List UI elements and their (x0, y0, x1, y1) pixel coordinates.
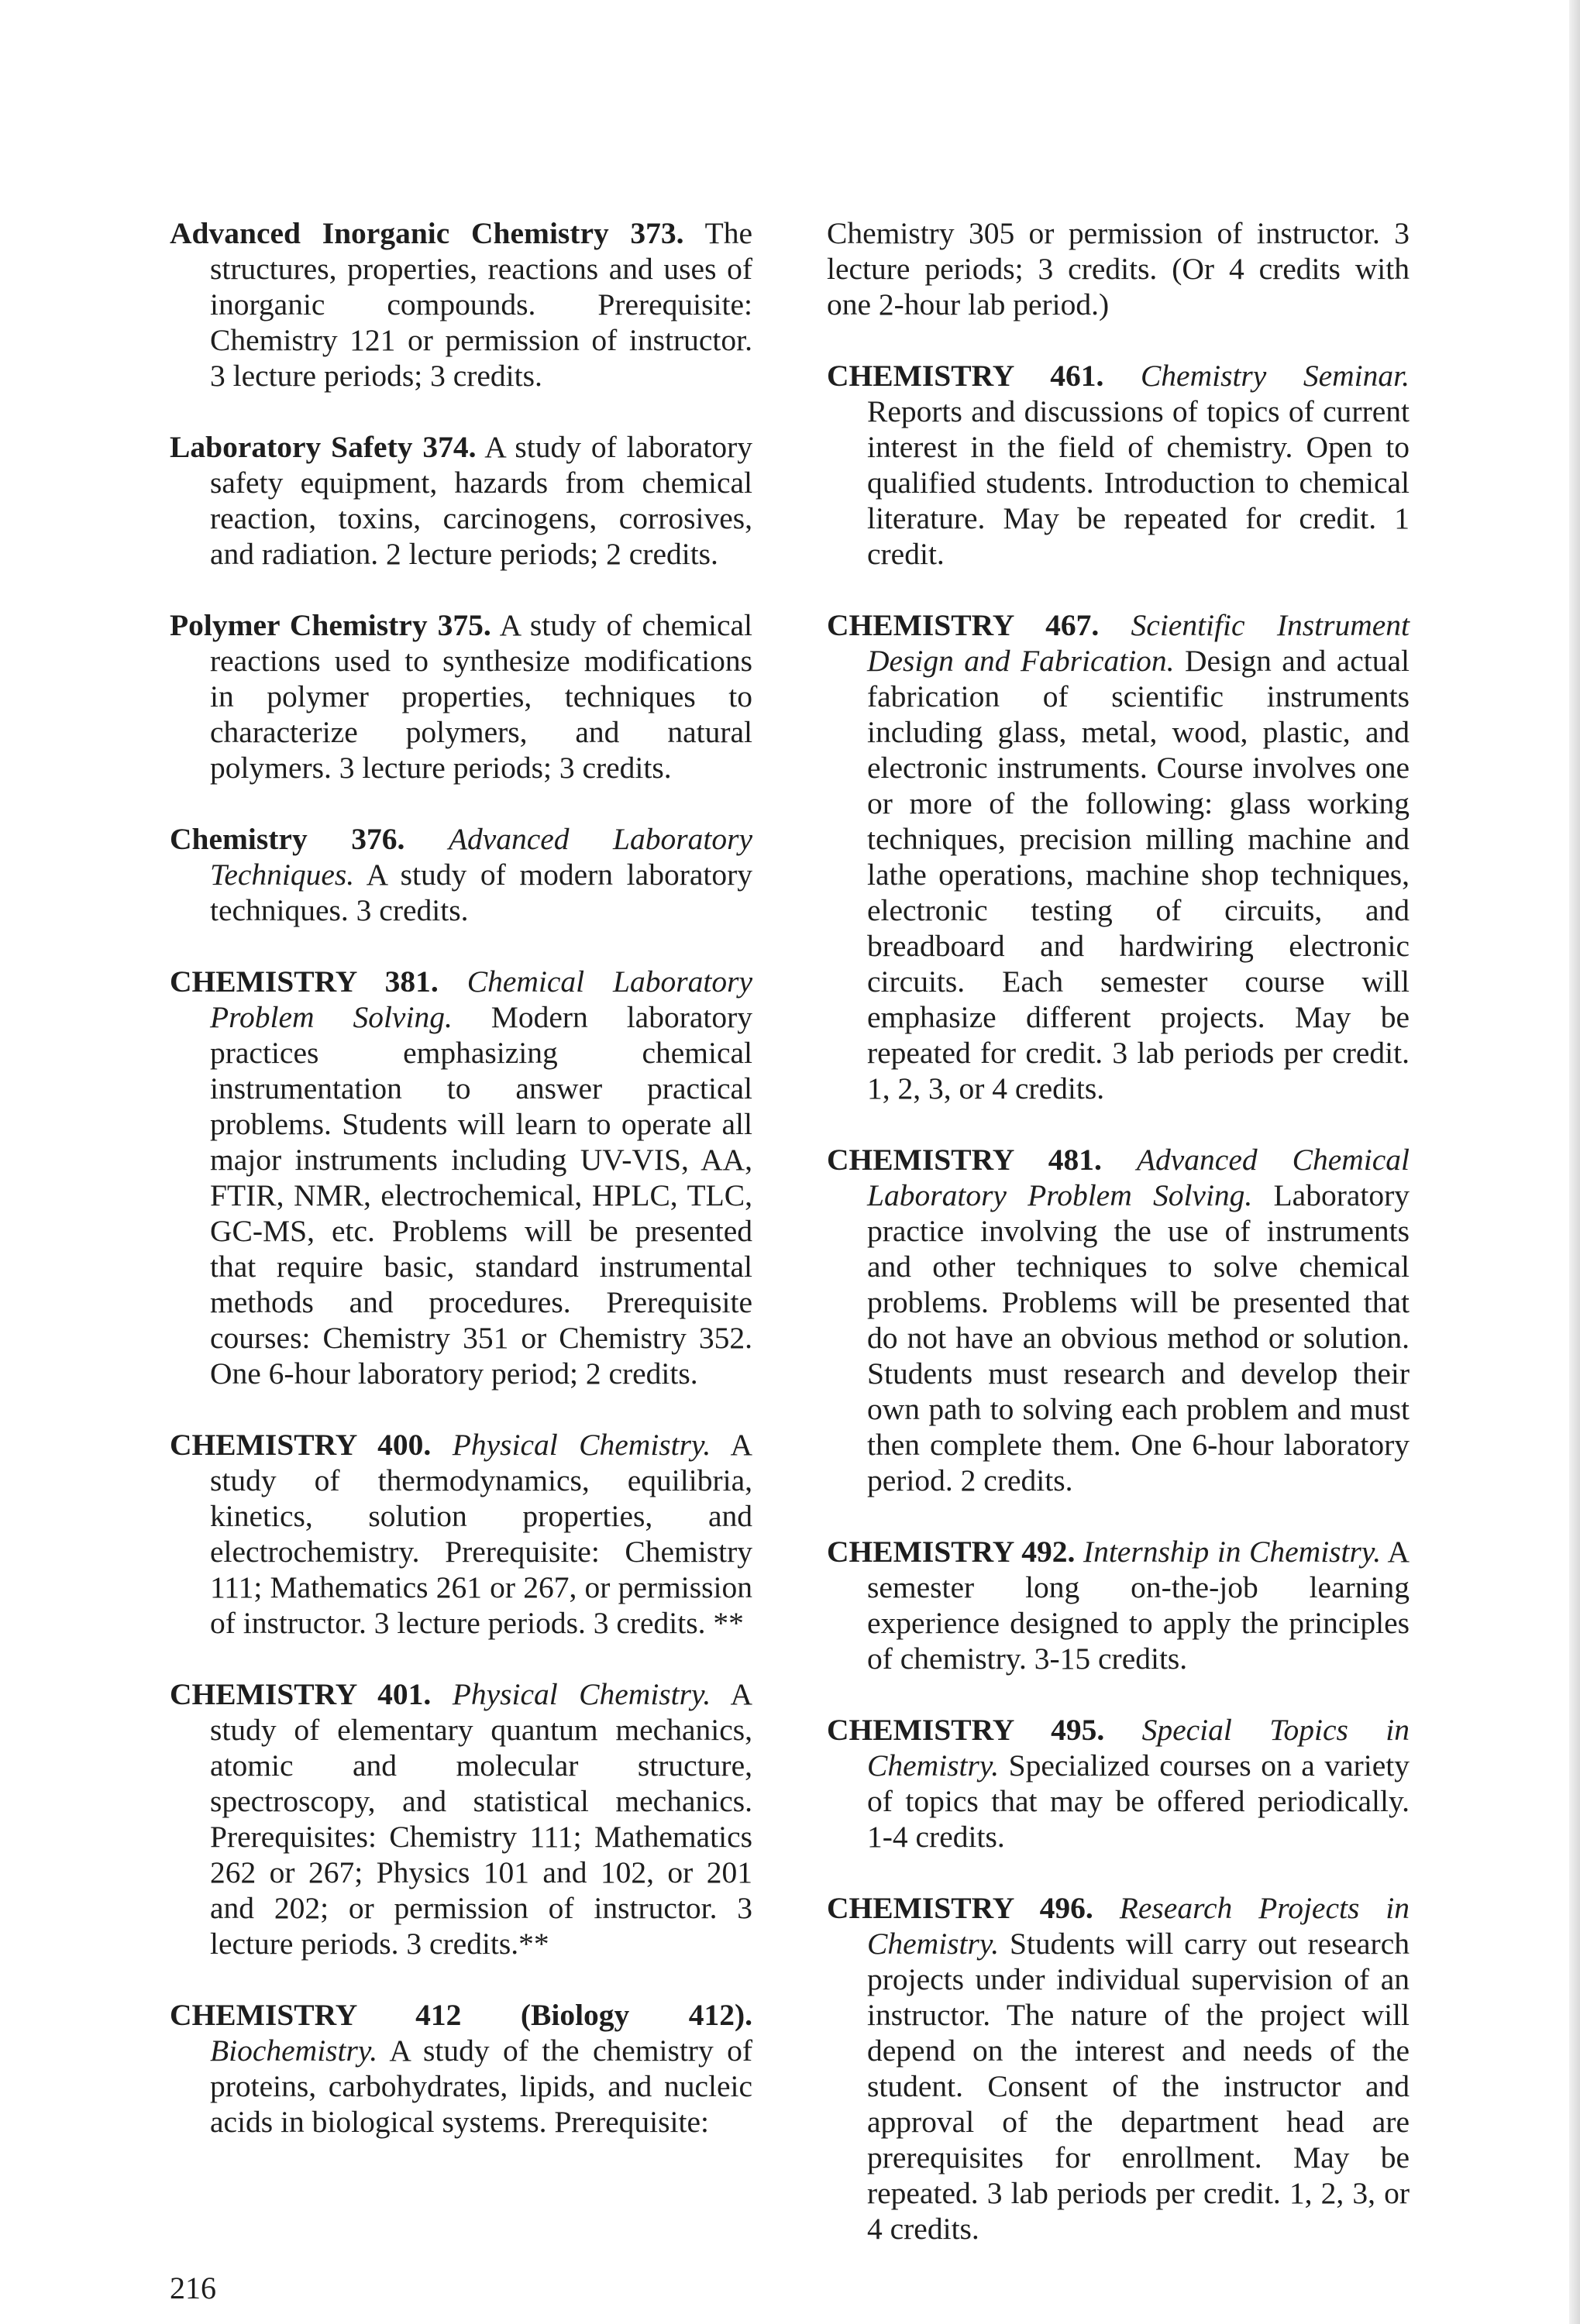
course-description: Specialized courses on a variety of topics that may be offered periodically. 1-4 credits. (867, 1748, 1410, 1854)
course-title: Chemistry 376. (170, 822, 405, 856)
course-description: Laboratory practice involving the use of instruments and other techniques to solve chemical problems. Problems will be presented that do not have an obvious method or solution. Students must research and develop their own path to solving each problem and must then complete them. One 6-hour laboratory period. 2 credits. (867, 1178, 1410, 1497)
course-title: CHEMISTRY 467. (827, 608, 1100, 642)
course-title: Advanced Inorganic Chemistry 373. (170, 216, 684, 250)
page-number: 216 (170, 2271, 216, 2305)
course-description: A study of thermodynamics, equilibria, kinetics, solution properties, and electrochemistry. Prerequisite: Chemistry 111; Mathematics 261 or 267, or permission of instructor. 3 lecture periods. 3 credits. ** (210, 1428, 753, 1640)
course-subtitle: Chemical Laboratory Problem Solving. (210, 964, 753, 1034)
course-entry (827, 1890, 1410, 2247)
course-title: CHEMISTRY 412 (Biology 412). (170, 1998, 752, 2032)
course-subtitle: Biochemistry. (210, 2033, 378, 2068)
course-title: CHEMISTRY 400. (170, 1428, 432, 1462)
course-description: Modern laboratory practices emphasizing chemical instrumentation to answer practical problems. Students will learn to operate all major instruments including UV-VIS, AA, FTIR, NMR, electrochemical, HPLC, TLC, GC-MS, etc. Problems will be presented that require basic, standard instrumental methods and procedures. Prerequisite courses: Chemistry 351 or Chemistry 352. One 6-hour laboratory period; 2 credits. (210, 1000, 753, 1391)
course-description: A study of chemical reactions used to synthesize modifications in polymer properties, techniques to characterize polymers, and natural polymers. 3 lecture periods; 3 credits. (210, 608, 752, 785)
course-title: CHEMISTRY 492. (827, 1535, 1076, 1569)
course-title: CHEMISTRY 381. (170, 964, 439, 999)
course-subtitle: Advanced Chemical Laboratory Problem Solving. (867, 1143, 1410, 1212)
course-description: A study of laboratory safety equipment, hazards from chemical reaction, toxins, carcinogens, corrosives, and radiation. 2 lecture periods; 2 credits. (210, 430, 752, 571)
course-description: A study of modern laboratory techniques. 3 credits. (210, 858, 753, 927)
course-subtitle: Physical Chemistry. (452, 1677, 711, 1711)
course-title: CHEMISTRY 496. (827, 1891, 1093, 1925)
course-title: CHEMISTRY 495. (827, 1713, 1105, 1747)
left-column (170, 215, 752, 2175)
course-description: The structures, properties, reactions and uses of inorganic compounds. Prerequisite: Chemistry 121 or permission of instructor. 3 lecture periods; 3 credits. (210, 216, 752, 393)
course-description: Reports and discussions of topics of current interest in the field of chemistry. Open to qualified students. Introduction to chemical literature. May be repeated for credit. 1 credit. (867, 394, 1410, 571)
course-description: A semester long on-the-job learning experience designed to apply the principles of chemistry. 3-15 credits. (867, 1535, 1410, 1676)
course-entry (170, 1997, 752, 2140)
right-column (827, 215, 1410, 2282)
course-description: Students will carry out research projects under individual supervision of an instructor. The nature of the project will depend on the interest and needs of the student. Consent of the instructor and approval of the department head are prerequisites for enrollment. May be repeated. 3 lab periods per credit. 1, 2, 3, or 4 credits. (867, 1927, 1410, 2246)
course-entry (170, 1427, 752, 1641)
course-subtitle: Special Topics in Chemistry. (867, 1713, 1410, 1783)
course-title: Polymer Chemistry 375. (170, 608, 491, 642)
course-entry-continued (827, 215, 1410, 322)
course-entry (827, 1712, 1410, 1855)
course-entry (827, 358, 1410, 572)
course-entry (170, 429, 752, 572)
course-title: CHEMISTRY 481. (827, 1143, 1102, 1177)
course-entry (827, 607, 1410, 1106)
course-entry (170, 1676, 752, 1961)
course-subtitle: Chemistry Seminar. (1140, 359, 1410, 393)
course-entry (170, 607, 752, 786)
course-entry (170, 821, 752, 928)
course-description: A study of the chemistry of proteins, carbohydrates, lipids, and nucleic acids in biological systems. Prerequisite: (210, 2033, 752, 2139)
page-edge-shadow (1569, 0, 1580, 2324)
course-description: A study of elementary quantum mechanics, atomic and molecular structure, spectroscopy, and statistical mechanics. Prerequisites: Chemistry 111; Mathematics 262 or 267; Physics 101 and 102, or 201 and 202; or permission of instructor. 3 lecture periods. 3 credits.** (210, 1677, 753, 1961)
course-subtitle: Scientific Instrument Design and Fabrication. (867, 608, 1410, 678)
course-entry (170, 964, 752, 1391)
course-title: CHEMISTRY 461. (827, 359, 1104, 393)
course-subtitle: Internship in Chemistry. (1083, 1535, 1382, 1569)
course-title: Laboratory Safety 374. (170, 430, 477, 464)
course-entry (170, 215, 752, 394)
course-description: Chemistry 305 or permission of instructor. 3 lecture periods; 3 credits. (Or 4 credits with one 2-hour lab period.) (827, 216, 1410, 321)
course-description: Design and actual fabrication of scientific instruments including glass, metal, wood, plastic, and electronic instruments. Course involves one or more of the following: glass working techniques, precision milling machine and lathe operations, machine shop techniques, electronic testing of circuits, and breadboard and hardwiring electronic circuits. Each semester course will emphasize different projects. May be repeated for credit. 3 lab periods per credit. 1, 2, 3, or 4 credits. (867, 644, 1410, 1105)
course-title: CHEMISTRY 401. (170, 1677, 432, 1711)
course-subtitle: Physical Chemistry. (452, 1428, 711, 1462)
course-subtitle: Advanced Laboratory Techniques. (210, 822, 752, 892)
course-entry (827, 1534, 1410, 1676)
course-entry (827, 1142, 1410, 1498)
course-subtitle: Research Projects in Chemistry. (867, 1891, 1410, 1961)
